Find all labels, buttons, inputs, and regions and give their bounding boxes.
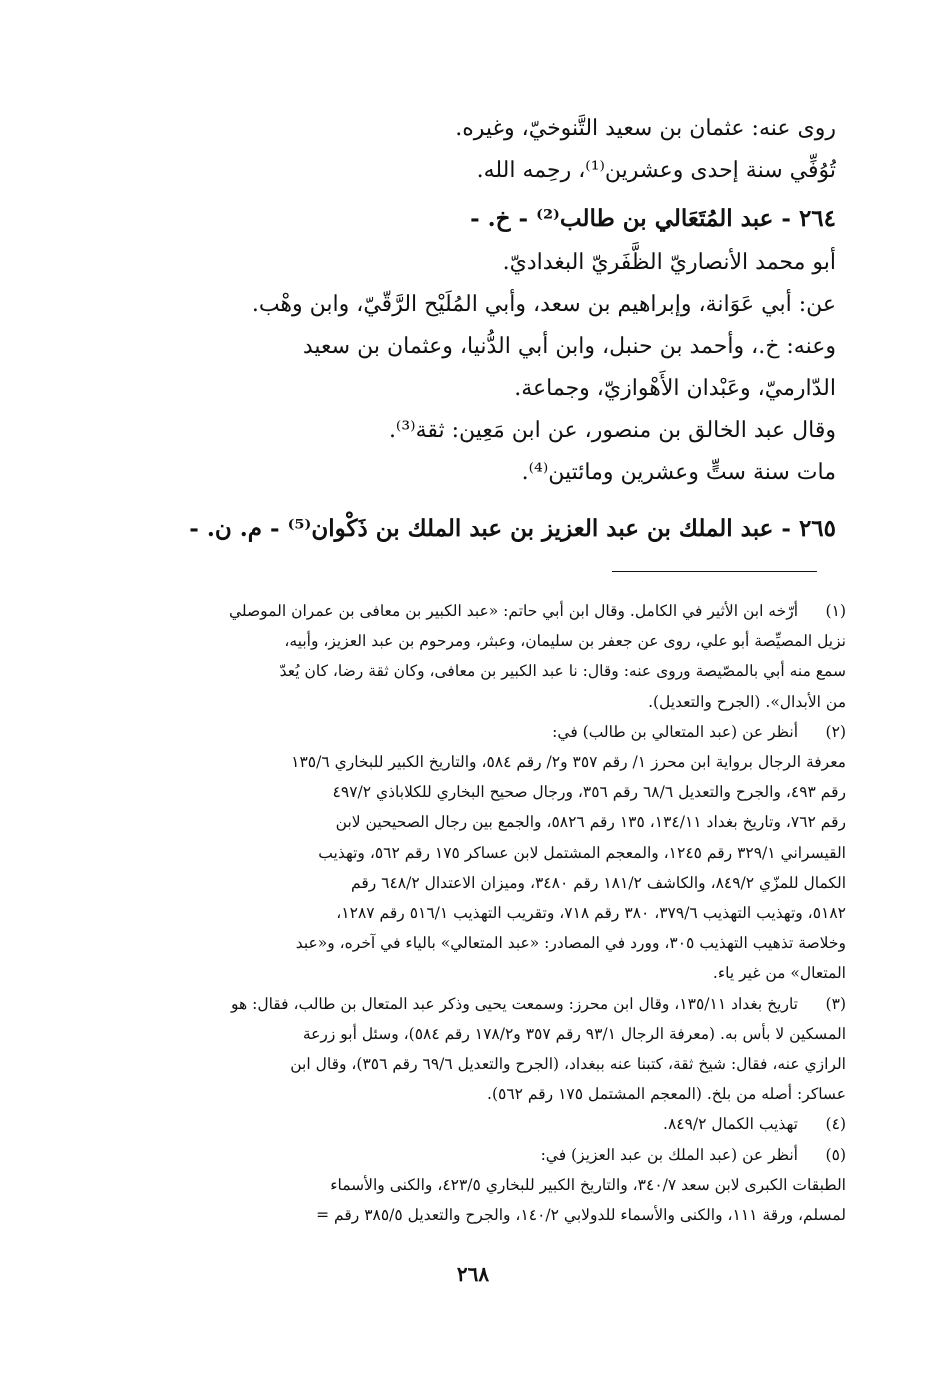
footnote-line: أنظر عن (عبد الملك بن عبد العزيز) في:	[540, 1145, 798, 1164]
footnote-5	[95, 1140, 846, 1231]
footnote-line: نزيل المصيِّصة أبو علي، روى عن جعفر بن سليمان، وعبثر، ومرحوم بن عبد العزيز، وأبيه،	[284, 632, 846, 651]
text-line: وقال عبد الخالق بن منصور، عن ابن مَعِين: ثقة⁽³⁾.	[388, 418, 836, 443]
footnote-line: لمسلم، ورقة ١١١، والكنى والأسماء للدولابي ١٤٠/٢، والجرح والتعديل ٣٨٥/٥ رقم =	[316, 1206, 846, 1225]
footnote-line: تاريخ بغداد ١٣٥/١١، وقال ابن محرز: وسمعت يحيى وذكر عبد المتعال بن طالب، فقال: هو	[230, 994, 798, 1013]
footnote-line: رقم ٤٩٣، والجرح والتعديل ٦٨/٦ رقم ٣٥٦، ورجال صحيح البخاري للكلاباذي ٤٩٧/٢	[332, 783, 846, 802]
footnote-line: تهذيب الكمال ٨٤٩/٢.	[663, 1115, 798, 1134]
text-line: عن: أبي عَوَانة، وإبراهيم بن سعد، وأبي المُلَيْح الرَّقّيّ، وابن وهْب.	[251, 292, 836, 317]
footnote-number: (١)	[825, 602, 846, 620]
text-line: روى عنه: عثمان بن سعيد التَّنوخيّ، وغيره.	[455, 116, 836, 141]
footnote-line: سمع منه أبي بالمصّيصة وروى عنه: وقال: نا عبد الكبير بن معافى، وكان ثقة رضا، كان يُعدّ	[279, 662, 846, 681]
text-line: مات سنة ستٍّ وعشرين ومائتين⁽⁴⁾.	[521, 460, 836, 485]
text-line: أبو محمد الأنصاريّ الظَّفَريّ البغداديّ.	[502, 250, 836, 275]
footnote-2	[95, 717, 846, 989]
footnote-line: الطبقات الكبرى لابن سعد ٣٤٠/٧، والتاريخ الكبير للبخاري ٤٢٣/٥، والكنى والأسماء	[330, 1175, 846, 1194]
footnote-number: (٤)	[825, 1115, 846, 1134]
footnote-line: الرازي عنه، فقال: شيخ ثقة، كتبنا عنه ببغداد، (الجرح والتعديل ٦٩/٦ رقم ٣٥٦)، وقال ابن	[290, 1055, 846, 1074]
footnote-number: (٥)	[825, 1145, 846, 1164]
footnote-line: معرفة الرجال برواية ابن محرز ١/ رقم ٣٥٧ و٢/ رقم ٥٨٤، والتاريخ الكبير للبخاري ١٣٥/٦	[291, 753, 846, 772]
footnotes	[95, 596, 846, 1230]
text-line: تُوُفِّي سنة إحدى وعشرين⁽¹⁾، رحِمه الله.	[476, 158, 836, 183]
footnote-line: وخلاصة تذهيب التهذيب ٣٠٥، وورد في المصادر: «عبد المتعالي» بالياء في آخره، و«عبد	[295, 934, 846, 953]
page-number: ٢٦٨	[456, 1262, 490, 1286]
entry-heading-264: ٢٦٤ - عبد المُتَعَالي بن طالب⁽²⁾ - خ. -	[470, 205, 836, 232]
footnote-number: (٢)	[825, 722, 846, 741]
main-text	[95, 108, 836, 552]
footnote-line: الكمال للمزّي ٨٤٩/٢، والكاشف ١٨١/٢ رقم ٣٤٨٠، وميزان الاعتدال ٦٤٨/٢ رقم	[351, 873, 846, 892]
footnote-line: أنظر عن (عبد المتعالي بن طالب) في:	[552, 722, 798, 741]
footnote-line: رقم ٧٦٢، وتاريخ بغداد ١٣٤/١١، ١٣٥ رقم ٥٨٢٦، والجمع بين رجال الصحيحين لابن	[335, 813, 846, 832]
footnote-1	[95, 596, 846, 717]
footnote-line: المسكين لا بأس به. (معرفة الرجال ٩٣/١ رقم ٣٥٧ و١٧٨/٢ رقم ٥٨٤)، وسئل أبو زرعة	[302, 1024, 846, 1043]
footnote-3	[95, 989, 846, 1110]
footnote-line: أرّخه ابن الأثير في الكامل. وقال ابن أبي حاتم: «عبد الكبير بن معافى بن عمران الموصلي	[228, 602, 798, 620]
footnote-line: ٥١٨٢، وتهذيب التهذيب ٣٧٩/٦، ٣٨٠ رقم ٧١٨، وتقريب التهذيب ٥١٦/١ رقم ١٢٨٧،	[336, 904, 846, 923]
footnote-line: عساكر: أصله من بلخ. (المعجم المشتمل ١٧٥ رقم ٥٦٢).	[487, 1085, 846, 1104]
footnote-number: (٣)	[825, 994, 846, 1013]
text-line: وعنه: خ.، وأحمد بن حنبل، وابن أبي الدُّنيا، وعثمان بن سعيد	[302, 334, 836, 359]
footnote-line: من الأبدال». (الجرح والتعديل).	[648, 692, 846, 711]
text-line: الدّارميّ، وعَبْدان الأَهْوازيّ، وجماعة.	[514, 376, 836, 401]
entry-heading-265: ٢٦٥ - عبد الملك بن عبد العزيز بن عبد الملك بن ذَكْوان⁽⁵⁾ - م. ن. -	[189, 515, 836, 542]
footnote-separator	[612, 571, 817, 572]
footnote-line: القيسراني ٣٢٩/١ رقم ١٢٤٥، والمعجم المشتمل لابن عساكر ١٧٥ رقم ٥٦٢، وتهذيب	[318, 843, 846, 862]
footnote-line: المتعال» من غير ياء.	[712, 964, 846, 983]
footnote-4	[95, 1109, 846, 1139]
